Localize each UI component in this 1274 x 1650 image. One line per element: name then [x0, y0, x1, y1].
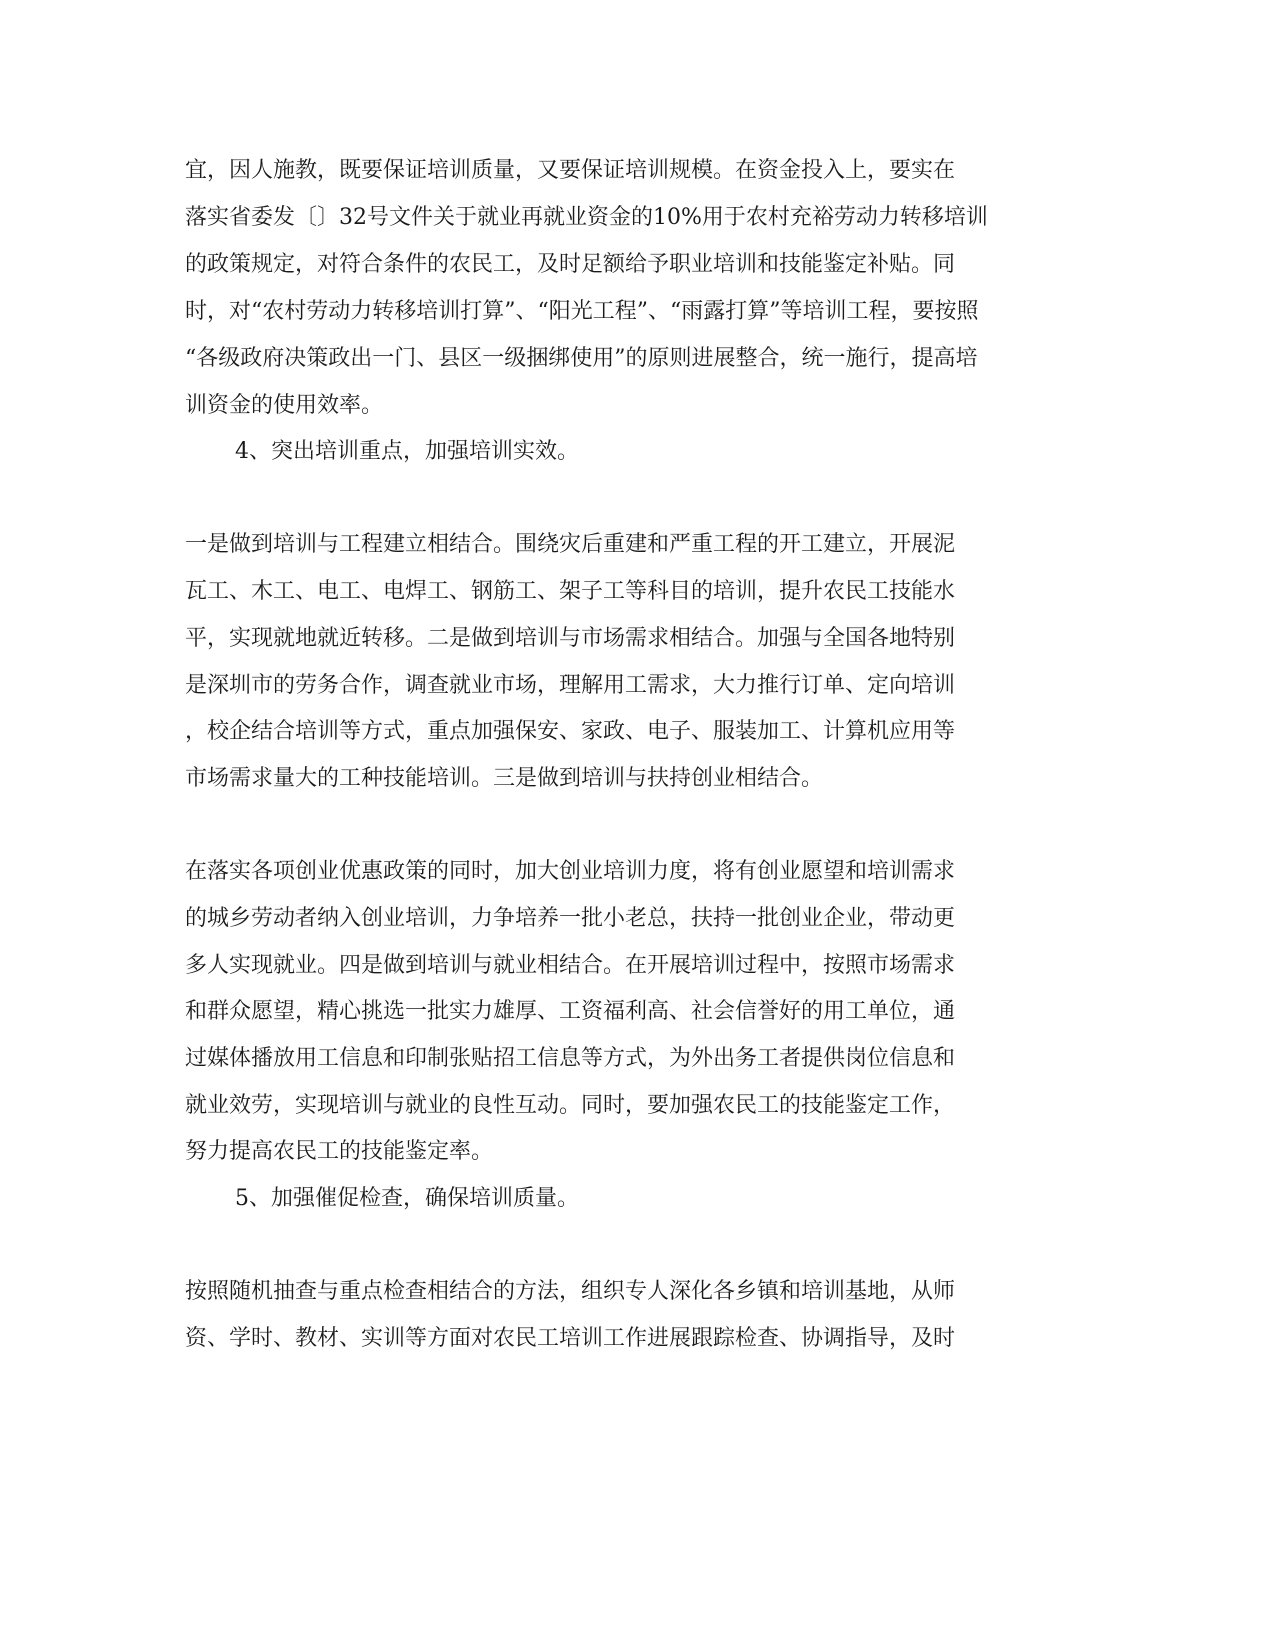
text-line: 就业效劳，实现培训与就业的良性互动。同时，要加强农民工的技能鉴定工作，: [185, 1093, 956, 1118]
section-heading: 5、加强催促检查，确保培训质量。: [235, 1186, 579, 1211]
text-line: 训资金的使用效率。: [185, 393, 384, 418]
text-line: 多人实现就业。四是做到培训与就业相结合。在开展培训过程中，按照市场需求: [185, 953, 956, 978]
text-line: 过媒体播放用工信息和印制张贴招工信息等方式，为外出务工者提供岗位信息和: [185, 1046, 956, 1071]
text-line: 在落实各项创业优惠政策的同时，加大创业培训力度，将有创业愿望和培训需求: [185, 859, 956, 884]
text-line: 宜，因人施教，既要保证培训质量，又要保证培训规模。在资金投入上，要实在: [185, 158, 956, 183]
text-line: 的城乡劳动者纳入创业培训，力争培养一批小老总，扶持一批创业企业，带动更: [185, 906, 956, 931]
text-line: 努力提高农民工的技能鉴定率。: [185, 1139, 494, 1164]
text-line: ，校企结合培训等方式，重点加强保安、家政、电子、服装加工、计算机应用等: [185, 719, 956, 744]
text-line: “各级政府决策政出一门、县区一级捆绑使用”的原则进展整合，统一施行，提高培: [185, 346, 978, 371]
text-line: 市场需求量大的工种技能培训。三是做到培训与扶持创业相结合。: [185, 766, 824, 791]
text-line: 平，实现就地就近转移。二是做到培训与市场需求相结合。加强与全国各地特别: [185, 626, 956, 651]
text-line: 按照随机抽查与重点检查相结合的方法，组织专人深化各乡镇和培训基地，从师: [185, 1279, 956, 1304]
section-heading: 4、突出培训重点，加强培训实效。: [235, 439, 579, 464]
text-line: 瓦工、木工、电工、电焊工、钢筋工、架子工等科目的培训，提升农民工技能水: [185, 579, 956, 604]
text-line: 一是做到培训与工程建立相结合。围绕灾后重建和严重工程的开工建立，开展泥: [185, 532, 956, 557]
text-line: 落实省委发〔〕32号文件关于就业再就业资金的10%用于农村充裕劳动力转移培训: [185, 205, 988, 230]
text-line: 资、学时、教材、实训等方面对农民工培训工作进展跟踪检查、协调指导，及时: [185, 1326, 956, 1351]
text-line: 时，对“农村劳动力转移培训打算”、“阳光工程”、“雨露打算”等培训工程，要按照: [185, 299, 979, 324]
text-line: 的政策规定，对符合条件的农民工，及时足额给予职业培训和技能鉴定补贴。同: [185, 252, 956, 277]
text-line: 和群众愿望，精心挑选一批实力雄厚、工资福利高、社会信誉好的用工单位，通: [185, 999, 956, 1024]
text-line: 是深圳市的劳务合作，调查就业市场，理解用工需求，大力推行订单、定向培训: [185, 673, 956, 698]
